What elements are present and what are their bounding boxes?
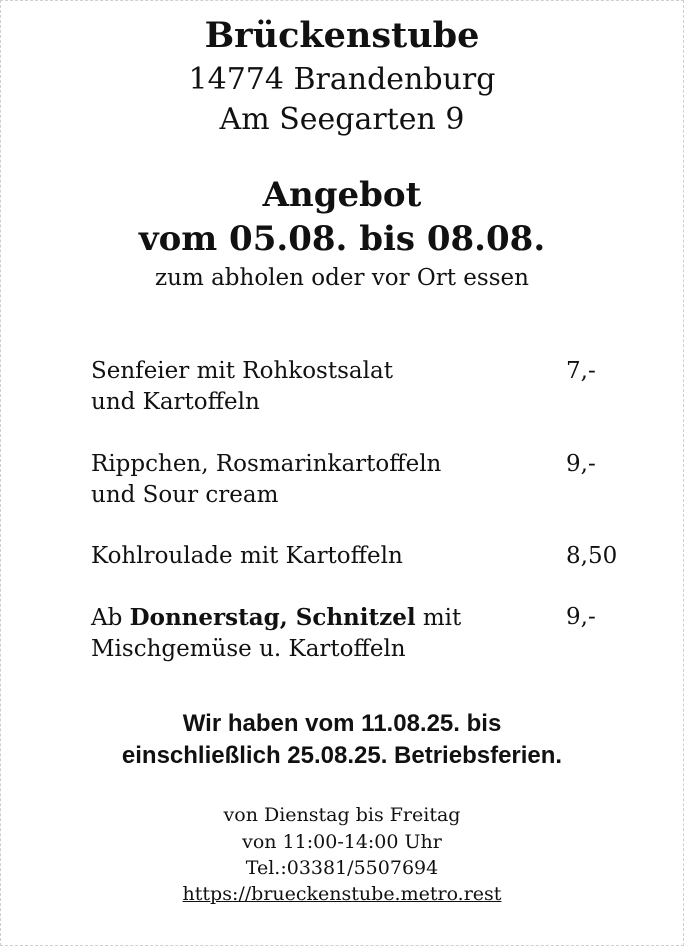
- menu-item-price: 7,-: [566, 358, 596, 384]
- vacation-notice-line-2: einschließlich 25.08.25. Betriebsferien.: [121, 742, 563, 769]
- opening-time: von 11:00-14:00 Uhr: [242, 831, 442, 853]
- menu-item-description: [91, 602, 551, 665]
- menu-item-line: Senfeier mit Rohkostsalat: [91, 358, 393, 384]
- menu-item-description: [91, 541, 551, 572]
- address-city: 14774 Brandenburg: [188, 62, 496, 97]
- menu-item-description: [91, 356, 551, 418]
- offer-title: Angebot: [262, 175, 422, 215]
- offer-subtitle: zum abholen oder vor Ort essen: [155, 265, 529, 291]
- menu-item-description: [91, 449, 551, 511]
- menu-item-line: Rippchen, Rosmarinkartoffeln: [91, 451, 442, 477]
- opening-days: von Dienstag bis Freitag: [223, 804, 461, 826]
- menu-item-line-suffix: mit: [415, 605, 462, 631]
- menu-item-price: 9,-: [566, 604, 596, 630]
- phone-number: Tel.:03381/5507694: [245, 857, 439, 879]
- menu-item-line-prefix: Ab: [91, 605, 130, 631]
- restaurant-name: Brückenstube: [204, 15, 480, 56]
- menu-item-line-bold: Donnerstag, Schnitzel: [129, 604, 416, 631]
- menu-item-line: Kohlroulade mit Kartoffeln: [91, 543, 403, 569]
- offer-dates: vom 05.08. bis 08.08.: [138, 219, 546, 259]
- menu-item-line: und Sour cream: [91, 482, 279, 508]
- website-link[interactable]: https://brueckenstube.metro.rest: [182, 883, 502, 905]
- vacation-notice-line-1: Wir haben vom 11.08.25. bis: [182, 710, 502, 737]
- menu-item-price: 9,-: [566, 451, 596, 477]
- address-street: Am Seegarten 9: [219, 102, 465, 137]
- menu-item-price: 8,50: [566, 543, 618, 569]
- menu-item-line: und Kartoffeln: [91, 389, 260, 415]
- menu-item-line: Mischgemüse u. Kartoffeln: [91, 636, 406, 662]
